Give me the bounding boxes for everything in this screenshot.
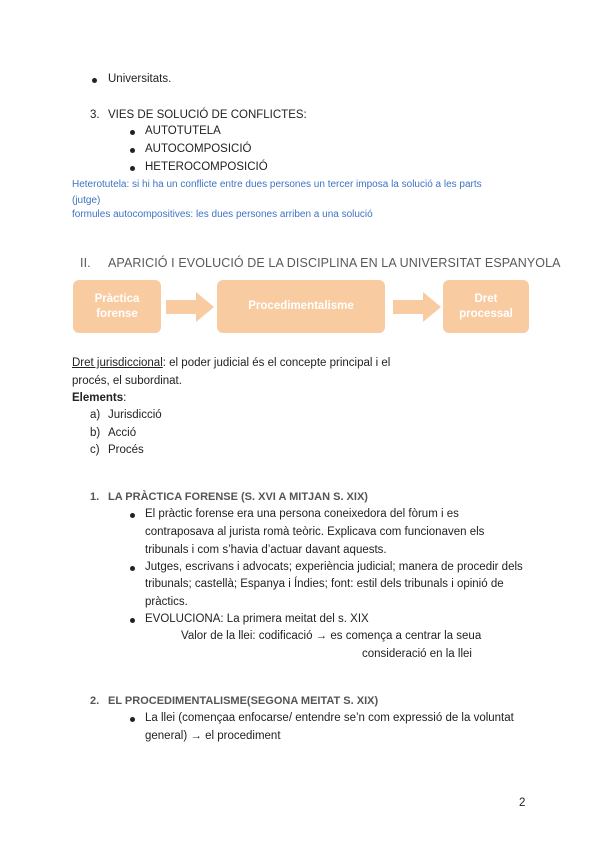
box-label: Dret xyxy=(474,292,498,305)
box-label: Procedimentalisme xyxy=(248,300,354,312)
paragraph-line: pràctics. xyxy=(145,596,188,608)
heading-label: Elements xyxy=(72,392,124,404)
list-item: Jurisdicció xyxy=(108,409,162,421)
note-heterotutela: Heterotutela: si hi ha un conflicte entre dues persones un tercer imposa la solució a les parts xyxy=(72,179,482,190)
paragraph-line: EVOLUCIONA: La primera meitat del s. XIX xyxy=(145,613,369,625)
section-title: VIES DE SOLUCIÓ DE CONFLICTES: xyxy=(108,109,307,121)
colon: : xyxy=(123,392,127,404)
bullet-dot xyxy=(130,513,135,518)
paragraph-line xyxy=(72,357,390,369)
list-item: Universitats. xyxy=(108,73,172,85)
note-heterotutela-cont: (jutge) xyxy=(72,195,101,206)
box-label: forense xyxy=(96,307,138,320)
list-item: HETEROCOMPOSICIÓ xyxy=(145,161,268,173)
arrow-right-icon xyxy=(393,292,441,322)
bullet-dot xyxy=(130,566,135,571)
term: Dret jurisdiccional xyxy=(72,357,163,369)
bullet-dot xyxy=(130,148,135,153)
paragraph-line: tribunals; castellà; Espanya i Índies; font: estil dels tribunals i opinió de xyxy=(145,578,504,590)
paragraph-line: tribunals i com s’havia d’actuar davant aquests. xyxy=(145,544,387,556)
box-label: Pràctica xyxy=(94,292,140,305)
list-marker: b) xyxy=(90,427,101,439)
paragraph-line: procés, el subordinat. xyxy=(72,375,182,387)
diagram-box-dret-processal xyxy=(443,280,529,333)
note-autocompositives: formules autocompositives: les dues persones arriben a una solució xyxy=(72,209,373,220)
elements-heading xyxy=(72,392,126,404)
paragraph-line: El pràctic forense era una persona coneixedora del fòrum i es xyxy=(145,508,459,520)
list-item: AUTOTUTELA xyxy=(145,125,221,137)
arrow-right-icon xyxy=(166,292,214,322)
section-number: 2. xyxy=(90,695,100,707)
page-number: 2 xyxy=(519,797,526,809)
bullet-dot xyxy=(130,166,135,171)
section-title: EL PROCEDIMENTALISME(SEGONA MEITAT S. XIX) xyxy=(108,695,379,707)
paragraph-line: Jutges, escrivans i advocats; experiència judicial; manera de procedir dels xyxy=(145,561,523,573)
list-item: AUTOCOMPOSICIÓ xyxy=(145,143,252,155)
paragraph-line: consideració en la llei xyxy=(362,648,472,660)
bullet-dot xyxy=(130,717,135,722)
paragraph-line: La llei (començaa enfocarse/ entendre se’n com expressió de la voluntat xyxy=(145,712,514,724)
section-heading: APARICIÓ I EVOLUCIÓ DE LA DISCIPLINA EN LA UNIVERSITAT ESPANYOLA xyxy=(108,256,561,270)
bullet-dot xyxy=(130,130,135,135)
list-marker: a) xyxy=(90,409,101,421)
diagram-box-procedimentalisme xyxy=(217,280,385,333)
section-number: 3. xyxy=(90,109,100,121)
diagram-box-practica-forense xyxy=(73,280,161,333)
section-title: LA PRÀCTICA FORENSE (S. XVI A MITJAN S. XIX) xyxy=(108,491,368,503)
section-number: II. xyxy=(80,256,91,270)
paragraph-line: contraposava al jurista romà teòric. Explicava com funcionaven els xyxy=(145,526,485,538)
list-item: Acció xyxy=(108,427,137,439)
box-label: processal xyxy=(459,307,513,320)
definition: : el poder judicial és el concepte principal i el xyxy=(162,357,391,369)
paragraph-line: general) → el procediment xyxy=(145,730,281,742)
bullet-dot xyxy=(92,78,97,83)
bullet-dot xyxy=(130,618,135,623)
list-marker: c) xyxy=(90,444,100,456)
paragraph-line: Valor de la llei: codificació → es comença a centrar la seua xyxy=(181,630,482,642)
list-item: Procés xyxy=(108,444,144,456)
section-number: 1. xyxy=(90,491,100,503)
